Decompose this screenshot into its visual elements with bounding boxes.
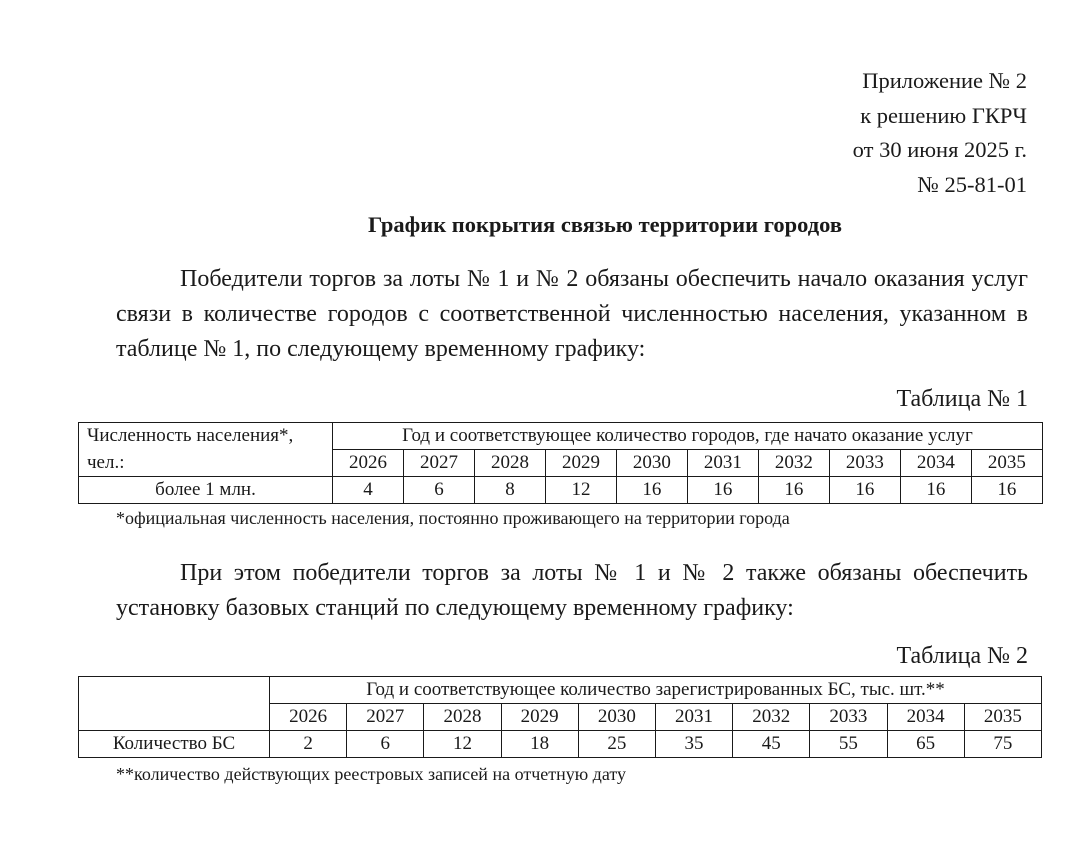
- table-2-year: 2034: [887, 704, 964, 731]
- table-1-value: 16: [829, 477, 900, 504]
- table-2-group-header: Год и соответствующее количество зарегистрированных БС, тыс. шт.**: [270, 677, 1042, 704]
- table-2-year: 2028: [424, 704, 501, 731]
- table-2-value: 35: [655, 731, 732, 758]
- table-1-year: 2030: [616, 450, 687, 477]
- table-2-year: 2031: [655, 704, 732, 731]
- table-1-value: 16: [616, 477, 687, 504]
- paragraph-2-text: При этом победители торгов за лоты № 1 и № 2 также обязаны обеспечить установку базовых станций по следующему временному графику:: [116, 560, 1028, 621]
- table-2-year: 2030: [578, 704, 655, 731]
- header-decision: к решению ГКРЧ: [860, 102, 1027, 128]
- document-header: [853, 64, 1027, 202]
- table-1-year: 2032: [758, 450, 829, 477]
- table-1-value: 16: [687, 477, 758, 504]
- table-2-year: 2035: [964, 704, 1041, 731]
- table-2-footnote: **количество действующих реестровых записей на отчетную дату: [116, 764, 626, 784]
- table-2-value: 2: [270, 731, 347, 758]
- paragraph-2: [116, 556, 1028, 626]
- table-1-value: 6: [403, 477, 474, 504]
- table-1-value: 16: [971, 477, 1042, 504]
- paragraph-1-text: Победители торгов за лоты № 1 и № 2 обязаны обеспечить начало оказания услуг связи в количестве городов с соответственной численностью населения, указанном в таблице № 1, по следующему временному графику:: [116, 266, 1028, 362]
- table-1-value: 16: [900, 477, 971, 504]
- table-1-data-row: [79, 477, 1043, 504]
- table-1-value: 8: [474, 477, 545, 504]
- table-1-footnote: *официальная численность населения, постоянно проживающего на территории города: [116, 508, 790, 528]
- header-date: от 30 июня 2025 г.: [852, 137, 1027, 162]
- table-2-data-row: [79, 731, 1042, 758]
- table-1-year: 2028: [474, 450, 545, 477]
- table-2-year: 2027: [347, 704, 424, 731]
- table-2-value: 25: [578, 731, 655, 758]
- table-2-value: 12: [424, 731, 501, 758]
- table-1-caption: Таблица № 1: [896, 386, 1028, 412]
- table-2-year: 2032: [733, 704, 810, 731]
- table-2-value: 65: [887, 731, 964, 758]
- table-2-caption: Таблица № 2: [896, 643, 1028, 669]
- table-1-group-header: Год и соответствующее количество городов, где начато оказание услуг: [333, 423, 1043, 450]
- table-2-year: 2026: [270, 704, 347, 731]
- table-1-row-label: более 1 млн.: [79, 477, 333, 504]
- table-2: [78, 676, 1042, 758]
- table-1-value: 12: [545, 477, 616, 504]
- table-1: [78, 422, 1043, 504]
- table-1-value: 16: [758, 477, 829, 504]
- table-1-year: 2029: [545, 450, 616, 477]
- table-2-value: 18: [501, 731, 578, 758]
- paragraph-1: [116, 262, 1028, 367]
- table-2-value: 6: [347, 731, 424, 758]
- table-1-value: 4: [333, 477, 404, 504]
- table-1-row-label-line1: Численность населения*,: [79, 423, 333, 450]
- table-2-corner-cell: [79, 677, 270, 704]
- table-1-year: 2027: [403, 450, 474, 477]
- table-2-year: 2033: [810, 704, 887, 731]
- page-title: График покрытия связью территории городов: [368, 212, 842, 237]
- table-1-year-row: [79, 450, 1043, 477]
- table-2-row-label: Количество БС: [79, 731, 270, 758]
- table-1-year: 2026: [333, 450, 404, 477]
- table-2-value: 55: [810, 731, 887, 758]
- header-appendix: Приложение № 2: [862, 68, 1027, 93]
- table-1-year: 2031: [687, 450, 758, 477]
- header-number: № 25-81-01: [917, 171, 1027, 197]
- table-1-year: 2035: [971, 450, 1042, 477]
- table-1-year: 2034: [900, 450, 971, 477]
- table-1-year: 2033: [829, 450, 900, 477]
- table-2-corner-cell: [79, 704, 270, 731]
- table-2-value: 75: [964, 731, 1041, 758]
- table-2-year: 2029: [501, 704, 578, 731]
- table-2-year-row: [79, 704, 1042, 731]
- table-2-value: 45: [733, 731, 810, 758]
- table-1-row-label-line2: чел.:: [79, 450, 333, 477]
